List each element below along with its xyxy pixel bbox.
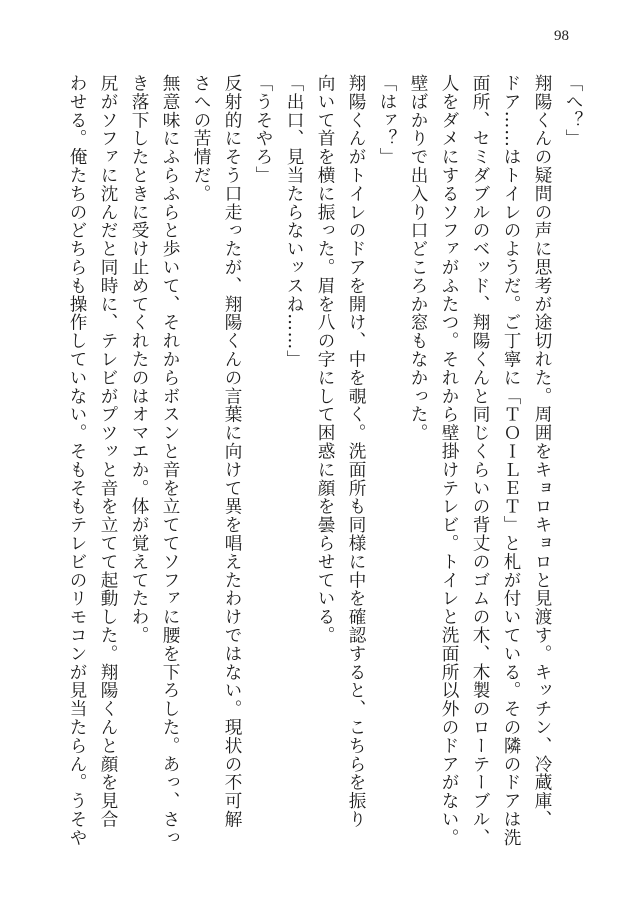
- text-line: 「出口、見当たらないッスね……」: [284, 74, 304, 369]
- text-line: き落下したときに受け止めてくれたのはオマエか。体が覚えてたわ。: [129, 74, 149, 645]
- text-line: 尻がソファに沈んだと同時に、テレビがプツッと音を立てて起動した。翔陽くんと顔を見合: [98, 74, 118, 829]
- text-line: 翔陽くんの疑問の声に思考が途切れた。周囲をキョロキョロと見渡す。キッチン、冷蔵庫、: [532, 74, 552, 829]
- text-line: 面所、セミダブルのベッド、翔陽くんと同じくらいの背丈のゴムの木、木製のローテーブル、: [470, 74, 490, 847]
- text-line: 人をダメにするソファがふたつ。それから壁掛けテレビ。トイレと洗面所以外のドアがない。: [439, 74, 459, 847]
- text-line: 「へ？」: [563, 74, 583, 148]
- text-line: 「はァ？」: [377, 74, 397, 166]
- text-line: 反射的にそう口走ったが、翔陽くんの言葉に向けて異を唱えたわけではない。現状の不可解: [222, 74, 242, 829]
- page-number: 98: [554, 28, 569, 44]
- text-line: わせる。俺たちのどちらも操作していない。そもそもテレビのリモコンが見当たらん。うそや: [67, 74, 87, 847]
- text-line: 翔陽くんがトイレのドアを開け、中を覗く。洗面所も同様に中を確認すると、こちらを振り: [346, 74, 366, 829]
- text-line: ドア……はトイレのようだ。ご丁寧に「ＴＯＩＬＥＴ」と札が付いている。その隣のドアは洗: [501, 74, 521, 847]
- text-line: 向いて首を横に振った。眉を八の字にして困惑に顔を曇らせている。: [315, 74, 335, 645]
- text-line: 「うそやろ」: [253, 74, 273, 185]
- text-line: さへの苦情だ。: [191, 74, 211, 203]
- vertical-text-body: [30, 74, 588, 874]
- text-line: 壁ばかりで出入り口どころか窓もなかった。: [408, 74, 428, 442]
- text-line: 無意味にふらふらと歩いて、それからボスンと音を立ててソファに腰を下ろした。あっ、さっ: [160, 74, 180, 847]
